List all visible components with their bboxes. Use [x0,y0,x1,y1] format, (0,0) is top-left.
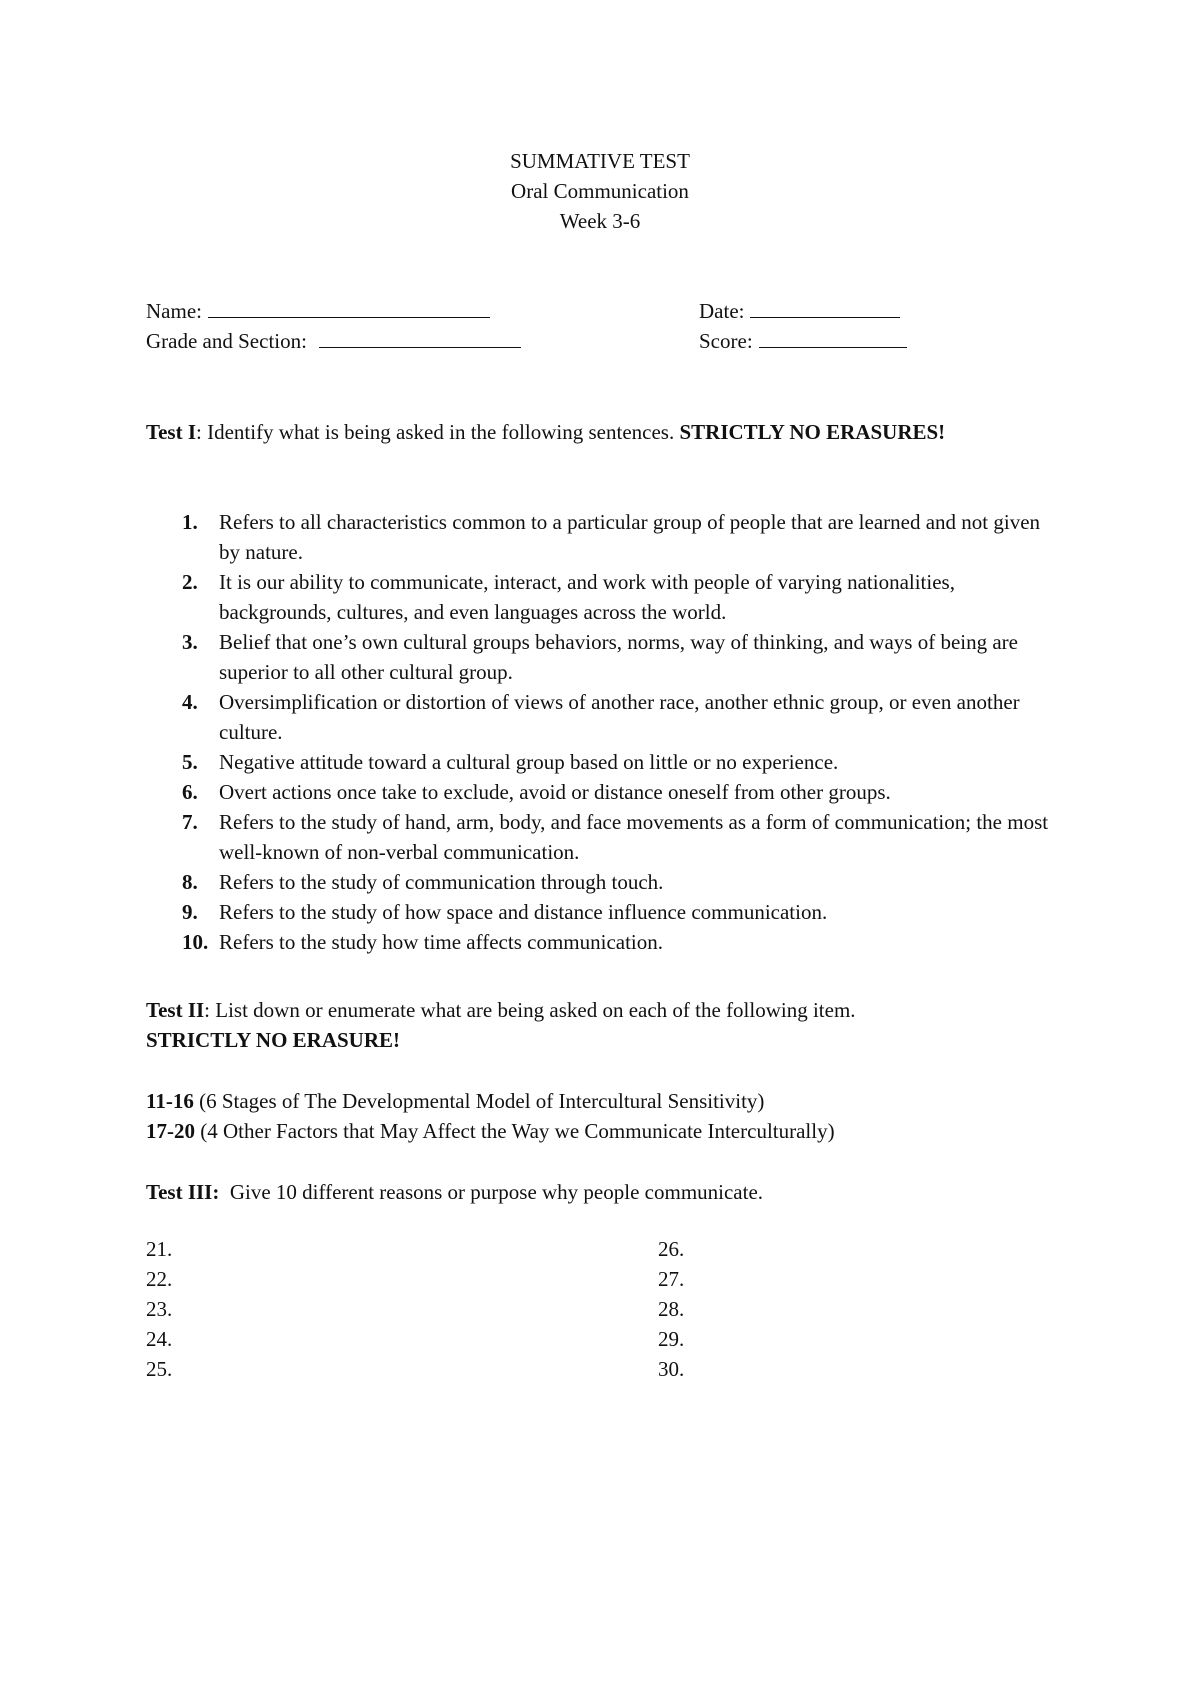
answer-number: 24. [146,1327,173,1351]
list-item [146,747,1066,777]
item-text: Belief that one’s own cultural groups behaviors, norms, way of thinking, and ways of being are superior to all other cultural group. [219,630,1018,684]
name-blank-line[interactable] [208,299,490,318]
item-text: Refers to the study of how space and distance influence communication. [219,900,828,924]
list-item [146,807,1066,867]
item-text: Refers to the study how time affects communication. [219,930,664,954]
item-text: Overt actions once take to exclude, avoid or distance oneself from other groups. [219,780,891,804]
score-field [699,326,907,356]
grade-score-row [146,326,946,356]
date-label: Date: [699,299,745,323]
item-range: 11-16 [146,1089,194,1113]
item-text: Negative attitude toward a cultural group based on little or no experience. [219,750,839,774]
test1-label: Test I [146,420,196,444]
name-date-row [146,296,946,326]
list-item [146,507,1066,567]
item-text: It is our ability to communicate, interact, and work with people of varying nationalities, backgrounds, cultures, and even languages across the world. [219,570,955,624]
answer-number: 30. [658,1357,685,1381]
list-item [146,627,1066,687]
list-item [146,567,1066,627]
grade-section-label: Grade and Section: [146,329,307,353]
item-number: 2. [182,570,198,594]
test2-item-factors [146,1116,1066,1146]
answer-number: 23. [146,1297,173,1321]
test3-answers-left [146,1234,172,1384]
answer-number: 29. [658,1327,685,1351]
document-title: SUMMATIVE TEST [510,149,690,173]
document-header [0,146,1200,236]
name-label: Name: [146,299,202,323]
item-number: 1. [182,510,198,534]
test2-label: Test II [146,998,205,1022]
test3-label: Test III: [146,1180,220,1204]
item-number: 6. [182,780,198,804]
item-number: 5. [182,750,198,774]
item-number: 3. [182,630,198,654]
list-item [146,687,1066,747]
test2-warning: STRICTLY NO ERASURE! [146,1028,401,1052]
answer-number: 25. [146,1357,173,1381]
test3-instructions [146,1177,1066,1207]
answer-number: 27. [658,1267,685,1291]
test2-instructions [146,995,1066,1055]
list-item [146,927,1066,957]
test2-item-stages [146,1086,1066,1116]
item-text: (6 Stages of The Developmental Model of Intercultural Sensitivity) [193,1089,765,1113]
item-text: Refers to the study of communication through touch. [219,870,664,894]
answer-number: 28. [658,1297,685,1321]
test2-instruction-text: : List down or enumerate what are being asked on each of the following item. [204,998,856,1022]
test3-answers-right [658,1234,684,1384]
item-number: 10. [182,930,209,954]
list-item [146,777,1066,807]
item-range: 17-20 [146,1119,195,1143]
test1-instructions [146,417,1066,447]
answer-number: 21. [146,1237,173,1261]
list-item [146,897,1066,927]
date-field [699,296,900,326]
score-blank-line[interactable] [759,329,907,348]
test1-question-list [146,507,1066,957]
name-field [146,296,490,326]
item-number: 7. [182,810,198,834]
grade-section-blank-line[interactable] [319,329,521,348]
test1-warning: STRICTLY NO ERASURES! [679,420,946,444]
item-number: 8. [182,870,198,894]
answer-number: 22. [146,1267,173,1291]
subject-title: Oral Communication [511,179,689,203]
answer-number: 26. [658,1237,685,1261]
item-number: 4. [182,690,198,714]
item-text: Refers to the study of hand, arm, body, and face movements as a form of communication; the most well-known of non-verbal communication. [219,810,1049,864]
item-number: 9. [182,900,198,924]
score-label: Score: [699,329,753,353]
list-item [146,867,1066,897]
item-text: Refers to all characteristics common to a particular group of people that are learned and not given by nature. [219,510,1041,564]
test1-instruction-text: : Identify what is being asked in the following sentences. [196,420,680,444]
date-blank-line[interactable] [750,299,900,318]
week-label: Week 3-6 [559,209,641,233]
item-text: Oversimplification or distortion of views of another race, another ethnic group, or even another culture. [219,690,1020,744]
test3-instruction-text: Give 10 different reasons or purpose why people communicate. [219,1180,764,1204]
item-text: (4 Other Factors that May Affect the Way we Communicate Interculturally) [195,1119,835,1143]
grade-section-field [146,326,521,356]
